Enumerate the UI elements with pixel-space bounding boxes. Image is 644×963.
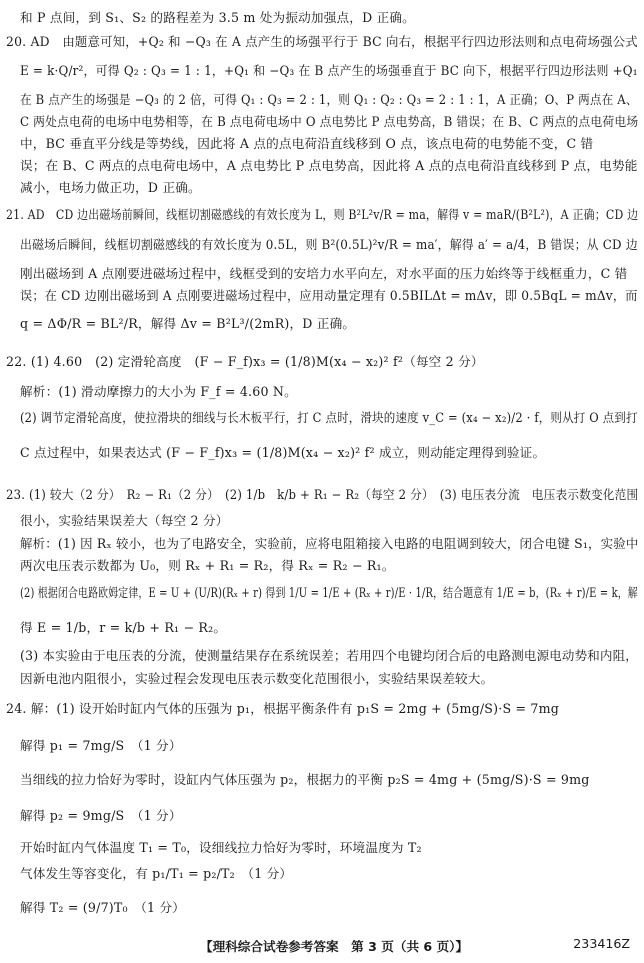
text-line: C 点过程中，如果表达式 (F − F_f)x₃ = (1/8)M(x₄ − x₂)² f² 成立，则动能定理得到验证。 xyxy=(20,445,546,460)
text-line: 24. 解：(1) 设开始时缸内气体的压强为 p₁，根据平衡条件有 p₁S = 2mg + (5mg/S)·S = 7mg xyxy=(6,701,560,716)
text-line: 和 P 点间，到 S₁、S₂ 的路程差为 3.5 m 处为振动加强点，D 正确。 xyxy=(20,10,415,25)
text-line: 刚出磁场到 A 点刚要进磁场过程中，线框受到的安培力水平向左，对水平面的压力始终等于线框重力，C 错 xyxy=(20,266,628,281)
text-line: 误；在 B、C 两点的点电荷电场中，A 点电势比 P 点电势高，因此将 A 点的点电荷沿直线移到 P 点，电势能 xyxy=(20,158,638,173)
text-line: 出磁场后瞬间，线框切割磁感线的有效长度为 0.5L，则 B²(0.5L)²v/R = ma′，解得 a′ = a/4，B 错误；从 CD 边 xyxy=(20,237,638,252)
text-line: 23. (1) 较大（2 分） R₂ − R₁（2 分） (2) 1/b k/b + R₁ − R₂（每空 2 分） (3) 电压表分流 电压表示数变化范围 xyxy=(6,487,639,502)
text-line: (2) 调节定滑轮高度，使拉滑块的细线与长木板平行，打 C 点时，滑块的速度 v_C = (x₄ − x₂)/2 · f，则从打 O 点到打 xyxy=(20,410,638,425)
text-line: 很小，实验结果误差大（每空 2 分） xyxy=(20,513,229,528)
text-line: 开始时缸内气体温度 T₁ = T₀，设细线拉力恰好为零时，环境温度为 T₂ xyxy=(20,840,422,855)
text-line: 解得 T₂ = (9/7)T₀ （1 分） xyxy=(20,900,186,915)
text-line: C 两处点电荷的电场中电势相等，在 B 点电荷电场中 O 点电势比 P 点电势高，B 错误；在 B、C 两点的点电荷电场 xyxy=(20,114,639,129)
text-line: 得 E = 1/b，r = k/b + R₁ − R₂。 xyxy=(20,620,227,635)
text-line: 两次电压表示数都为 U₀，则 Rₓ + R₁ = R₂，得 Rₓ = R₂ − R₁。 xyxy=(20,558,395,573)
text-line: q = ΔΦ/R = BL²/R，解得 Δv = B²L³/(2mR)，D 正确。 xyxy=(20,316,356,331)
footer-title: 【理科综合试卷参考答案 第 3 页（共 6 页）】 xyxy=(200,939,469,954)
text-line: 解析：(1) 因 Rₓ 较小，也为了电路安全，实验前，应将电阻箱接入电路的电阻调到较大，闭合电键 S₁，实验中 xyxy=(20,536,639,551)
text-line: 中，BC 垂直平分线是等势线，因此将 A 点的点电荷沿直线移到 O 点，该点电荷的电势能不变，C 错 xyxy=(20,136,594,151)
text-line: 误；在 CD 边刚出磁场到 A 点刚要进磁场过程中，应用动量定理有 0.5BILΔt = mΔv，即 0.5BqL = mΔv，而 xyxy=(20,288,638,303)
text-line: 21. AD CD 边出磁场前瞬间，线框切割磁感线的有效长度为 L，则 B²L²v/R = ma，解得 v = maR/(B²L²)，A 正确；CD 边 xyxy=(6,207,639,222)
text-line: 减小，电场力做正功，D 正确。 xyxy=(20,180,201,195)
text-line: 当细线的拉力恰好为零时，设缸内气体压强为 p₂，根据力的平衡 p₂S = 4mg + (5mg/S)·S = 9mg xyxy=(20,772,590,787)
text-line: (3) 本实验由于电压表的分流，使测量结果存在系统误差；若用四个电键均闭合后的电路测电源电动势和内阻， xyxy=(20,648,638,663)
text-line: 解得 p₂ = 9mg/S （1 分） xyxy=(20,808,182,823)
text-line: (2) 根据闭合电路欧姆定律，E = U + (U/R)(Rₓ + r) 得到 1/U = 1/E + (Rₓ + r)/E · 1/R，结合题意有 1/E = b，(Rₓ + r)/E = k，解 xyxy=(20,585,638,600)
text-line: 解析：(1) 滑动摩擦力的大小为 F_f = 4.60 N。 xyxy=(20,384,297,399)
text-line: E = k·Q/r²，可得 Q₂ : Q₃ = 1 : 1，+Q₁ 和 −Q₃ 在 B 点产生的场强垂直于 BC 向下，根据平行四边形法则 +Q₁ xyxy=(20,63,638,78)
text-line: 20. AD 由题意可知，+Q₂ 和 −Q₃ 在 A 点产生的场强平行于 BC 向右，根据平行四边形法则和点电荷场强公式 xyxy=(6,34,638,49)
text-line: 气体发生等容变化，有 p₁/T₁ = p₂/T₂ （1 分） xyxy=(20,866,293,881)
text-line: 22. (1) 4.60 (2) 定滑轮高度 (F − F_f)x₃ = (1/8)M(x₄ − x₂)² f²（每空 2 分） xyxy=(6,354,484,369)
paper-code: 233416Z xyxy=(573,936,630,951)
text-line: 解得 p₁ = 7mg/S （1 分） xyxy=(20,738,182,753)
text-line: 在 B 点产生的场强是 −Q₃ 的 2 倍，可得 Q₁ : Q₃ = 2 : 1，则 Q₁ : Q₂ : Q₃ = 2 : 1 : 1，A 正确；O、P 两点在 A、 xyxy=(20,92,638,107)
text-line: 因新电池内阻很小，实验过程会发现电压表示数变化范围很小，实验结果误差较大。 xyxy=(20,671,494,686)
page-footer xyxy=(0,936,644,956)
